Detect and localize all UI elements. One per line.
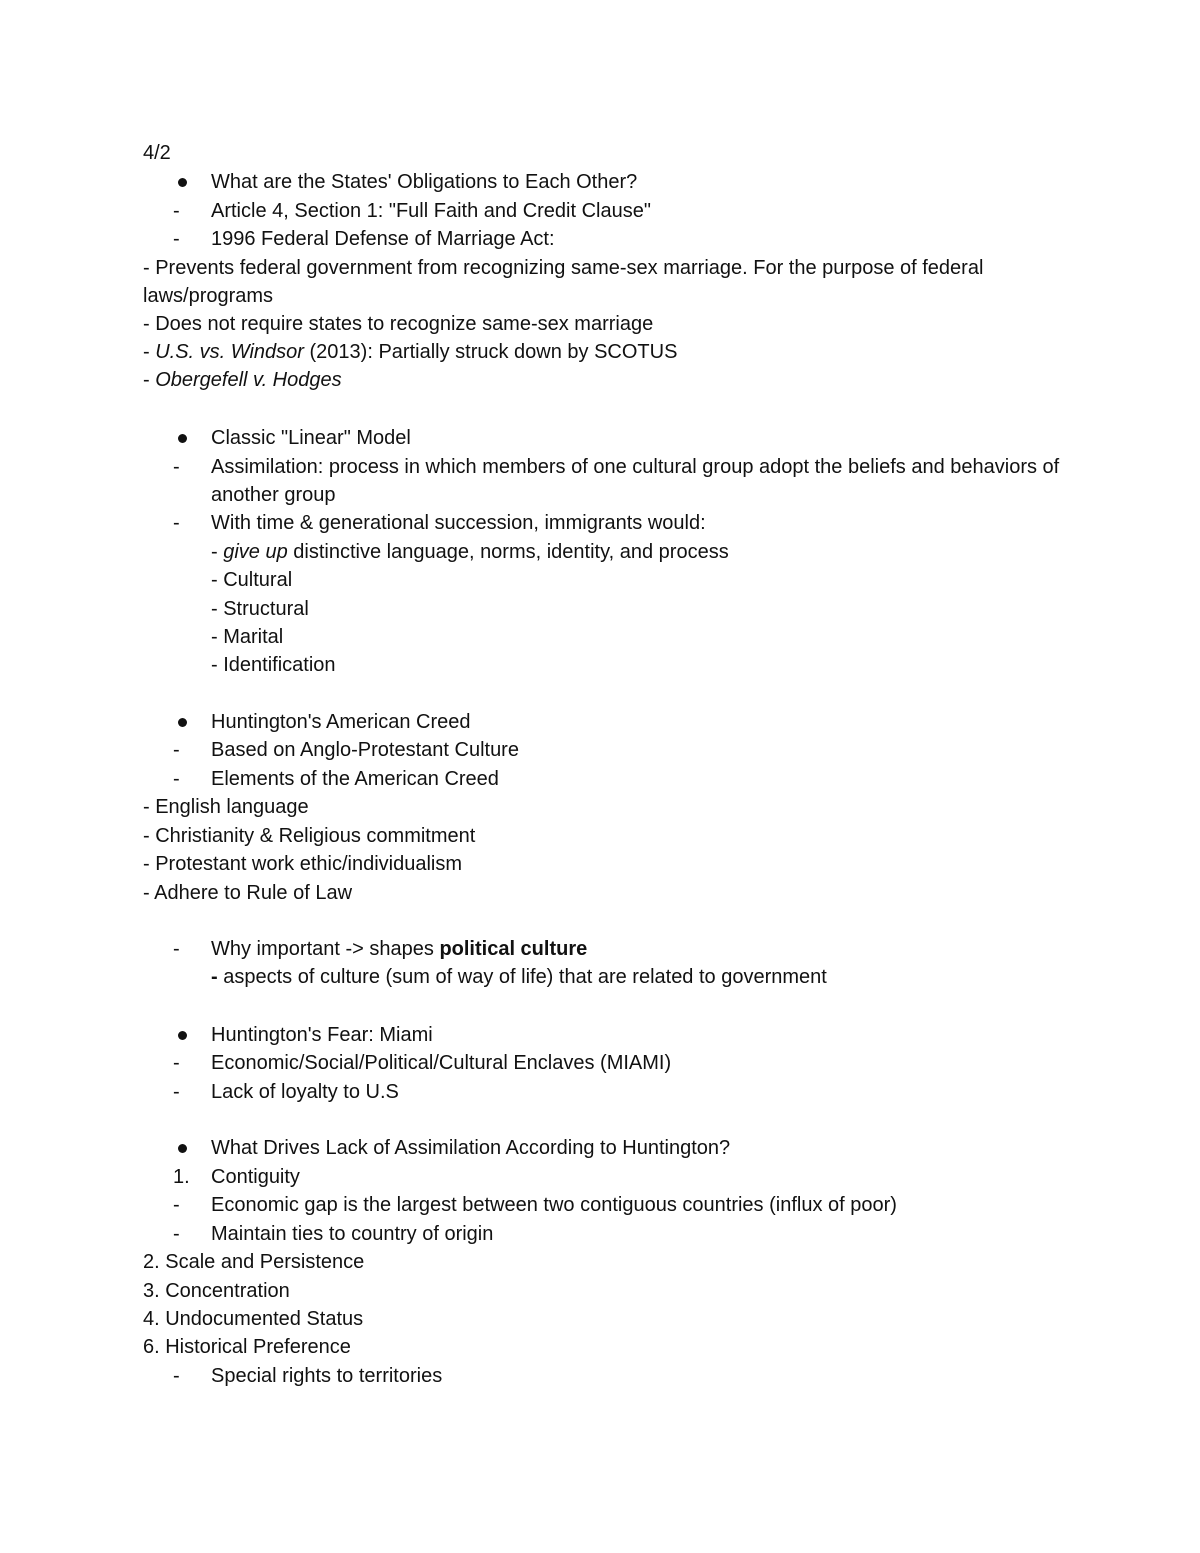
paragraph-line xyxy=(143,338,677,366)
paragraph-line: - English language xyxy=(143,796,309,818)
bold-term: political culture xyxy=(439,938,588,960)
dash-marker: - xyxy=(173,1052,180,1074)
dash-text: - xyxy=(143,341,156,363)
dash-marker: - xyxy=(173,1081,180,1103)
bullet-dot xyxy=(178,434,187,443)
numbered-item: 6. Historical Preference xyxy=(143,1336,351,1358)
sub-list-item: - Cultural xyxy=(211,569,293,591)
sub-list-item: - Marital xyxy=(211,626,284,648)
list-item: 1996 Federal Defense of Marriage Act: xyxy=(211,228,555,250)
list-item xyxy=(211,935,587,963)
dash-marker: - xyxy=(173,456,180,478)
section-heading-linear-model: Classic "Linear" Model xyxy=(211,427,411,449)
numbered-item: 2. Scale and Persistence xyxy=(143,1251,365,1273)
dash-text: - xyxy=(211,966,224,988)
sub-list-item: - Structural xyxy=(211,598,309,620)
dash-text: - xyxy=(143,369,156,391)
bullet-dot xyxy=(178,178,187,187)
list-item: Maintain ties to country of origin xyxy=(211,1223,494,1245)
dash-marker: - xyxy=(173,938,180,960)
dash-text: - xyxy=(211,541,224,563)
paragraph-text: (2013): Partially struck down by SCOTUS xyxy=(303,341,678,363)
bullet-dot xyxy=(178,1144,187,1153)
dash-marker: - xyxy=(173,1194,180,1216)
paragraph-line: - Adhere to Rule of Law xyxy=(143,882,353,904)
paragraph-line: - Protestant work ethic/individualism xyxy=(143,853,463,875)
date-heading: 4/2 xyxy=(143,142,171,164)
list-item: Elements of the American Creed xyxy=(211,768,499,790)
list-item: Special rights to territories xyxy=(211,1365,443,1387)
dash-marker: - xyxy=(173,739,180,761)
case-name: Obergefell v. Hodges xyxy=(155,369,342,391)
numbered-item: 4. Undocumented Status xyxy=(143,1308,364,1330)
case-name: U.S. vs. Windsor xyxy=(155,341,304,363)
paragraph-line: - Does not require states to recognize same-sex marriage xyxy=(143,313,654,335)
paragraph-line: - Christianity & Religious commitment xyxy=(143,825,476,847)
sub-list-item: - Identification xyxy=(211,654,336,676)
section-heading-american-creed: Huntington's American Creed xyxy=(211,711,471,733)
list-item: Based on Anglo-Protestant Culture xyxy=(211,739,519,761)
section-heading-states-obligations: What are the States' Obligations to Each Other? xyxy=(211,171,638,193)
paragraph-line: - Prevents federal government from recognizing same-sex marriage. For the purpose of federal laws/programs xyxy=(143,257,984,307)
list-item: Economic/Social/Political/Cultural Enclaves (MIAMI) xyxy=(211,1052,672,1074)
list-item: Economic gap is the largest between two contiguous countries (influx of poor) xyxy=(211,1194,897,1216)
list-text: Why important -> shapes xyxy=(211,938,440,960)
list-item: Lack of loyalty to U.S xyxy=(211,1081,399,1103)
section-heading-huntington-fear: Huntington's Fear: Miami xyxy=(211,1024,433,1046)
list-item: Article 4, Section 1: "Full Faith and Credit Clause" xyxy=(211,200,651,222)
definition-line xyxy=(211,963,827,991)
numbered-item: Contiguity xyxy=(211,1166,300,1188)
definition-text: aspects of culture (sum of way of life) that are related to government xyxy=(223,966,827,988)
dash-marker: - xyxy=(173,200,180,222)
dash-marker: - xyxy=(173,1365,180,1387)
dash-marker: - xyxy=(173,768,180,790)
emphasis-text: give up xyxy=(223,541,288,563)
list-item: With time & generational succession, immigrants would: xyxy=(211,512,706,534)
sub-list-item xyxy=(211,538,729,566)
sub-list-text: distinctive language, norms, identity, and process xyxy=(287,541,729,563)
section-heading-lack-of-assimilation: What Drives Lack of Assimilation According to Huntington? xyxy=(211,1137,731,1159)
numbered-item: 3. Concentration xyxy=(143,1280,290,1302)
dash-marker: - xyxy=(173,512,180,534)
dash-marker: - xyxy=(173,1223,180,1245)
number-marker: 1. xyxy=(173,1166,190,1188)
paragraph-line xyxy=(143,366,342,394)
bullet-dot xyxy=(178,718,187,727)
bullet-dot xyxy=(178,1031,187,1040)
dash-marker: - xyxy=(173,228,180,250)
list-item: Assimilation: process in which members of one cultural group adopt the beliefs and behaviors of another group xyxy=(211,456,1060,506)
